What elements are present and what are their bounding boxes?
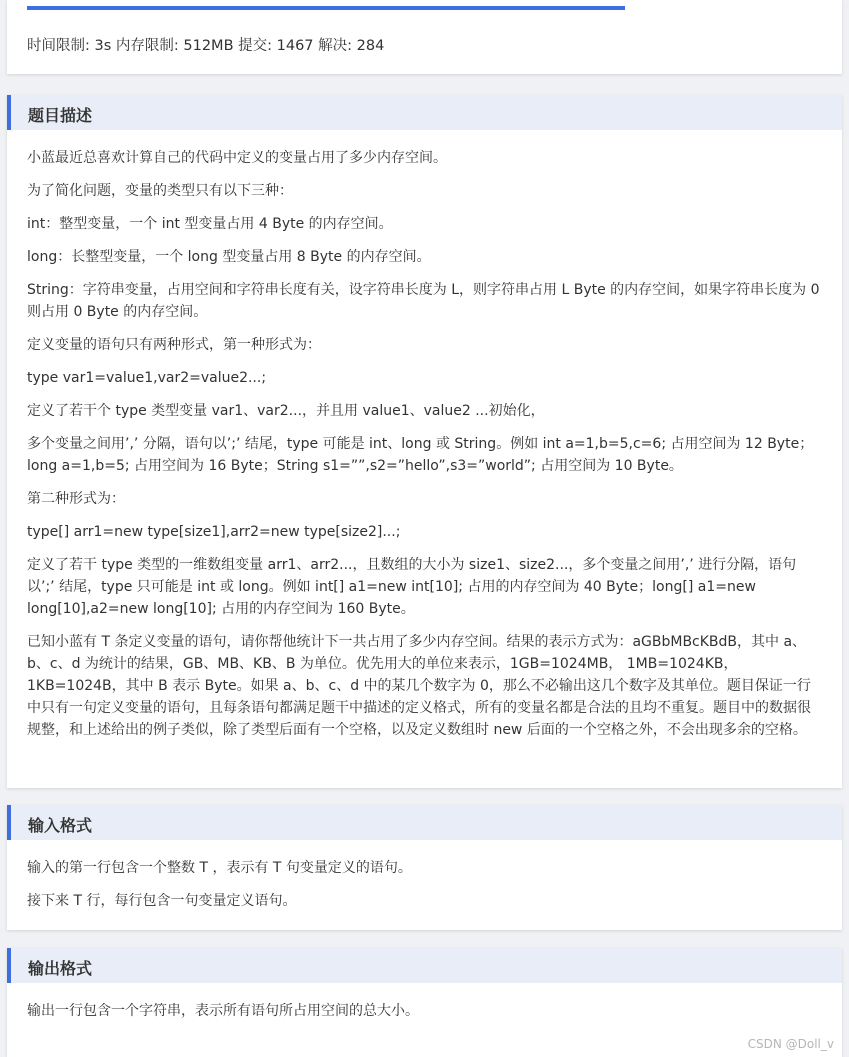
output-format-header [7,948,842,983]
input-format-header [7,805,842,840]
description-paragraph: 已知小蓝有 T 条定义变量的语句，请你帮他统计下一共占用了多少内存空间。结果的表示方式为：aGBbMBcKBdB，其中 a、b、c、d 为统计的结果，GB、MB、KB、B 为单位。优先用大的单位来表示，1GB=1024MB， 1MB=1024KB，1KB=1024B，其中 B 表示 Byte。如果 a、b、c、d 中的某几个数字为 0，那么不必输出这几个数字及其单位。题目保证一行中只有一句定义变量的语句，且每条语句都满足题干中描述的定义格式，所有的变量名都是合法的且均不重复。题目中的数据很规整，和上述给出的例子类似，除了类型后面有一个空格，以及定义数组时 new 后面的一个空格之外，不会出现多余的空格。 [27,634,811,738]
input-format-body [27,857,822,923]
output-format-section [7,948,842,1057]
problem-stats: 时间限制: 3s 内存限制: 512MB 提交: 1467 解决: 284 [27,38,385,54]
description-header [7,95,842,130]
description-paragraph: 小蓝最近总喜欢计算自己的代码中定义的变量占用了多少内存空间。 [27,150,447,166]
input-format-paragraph: 输入的第一行包含一个整数 T ，表示有 T 句变量定义的语句。 [27,860,412,876]
description-paragraph: type[] arr1=new type[size1],arr2=new type[size2]...; [27,524,401,540]
description-paragraph: type var1=value1,var2=value2...; [27,370,267,386]
description-paragraph: 定义变量的语句只有两种形式，第一种形式为： [27,337,321,353]
description-body [27,147,822,752]
progress-bar [27,6,625,10]
problem-stats-card [7,0,842,74]
watermark: CSDN @Doll_v [747,1037,834,1051]
description-paragraph: 定义了若干 type 类型的一维数组变量 arr1、arr2...，且数组的大小为 size1、size2...，多个变量之间用’,’ 进行分隔，语句以’;’ 结尾，type 只可能是 int 或 long。例如 int[] a1=new int[10]; 占用的内存空间为 40 Byte；long[] a1=new long[10],a2=new long[10]; 占用的内存空间为 160 Byte。 [27,557,797,617]
input-format-paragraph: 接下来 T 行，每行包含一句变量定义语句。 [27,893,297,909]
description-paragraph: String：字符串变量，占用空间和字符串长度有关，设字符串长度为 L，则字符串占用 L Byte 的内存空间，如果字符串长度为 0 则占用 0 Byte 的内存空间。 [27,282,820,320]
description-paragraph: 第二种形式为： [27,491,125,507]
output-format-paragraph: 输出一行包含一个字符串，表示所有语句所占用空间的总大小。 [27,1003,419,1019]
description-paragraph: long：长整型变量，一个 long 型变量占用 8 Byte 的内存空间。 [27,249,431,265]
description-paragraph: 定义了若干个 type 类型变量 var1、var2...，并且用 value1、value2 ...初始化， [27,403,545,419]
description-paragraph: int：整型变量，一个 int 型变量占用 4 Byte 的内存空间。 [27,216,393,232]
description-paragraph: 多个变量之间用’,’ 分隔，语句以’;’ 结尾，type 可能是 int、long 或 String。例如 int a=1,b=5,c=6; 占用空间为 12 Byte；long a=1,b=5; 占用空间为 16 Byte；String s1=””,s2=”hello”,s3=”world”; 占用空间为 10 Byte。 [27,436,814,474]
output-format-body [27,1000,822,1033]
input-format-section [7,805,842,930]
description-section [7,95,842,788]
input-format-title: 输入格式 [28,816,93,835]
description-paragraph: 为了简化问题，变量的类型只有以下三种： [27,183,293,199]
output-format-title: 输出格式 [28,959,93,978]
description-title: 题目描述 [28,106,93,125]
